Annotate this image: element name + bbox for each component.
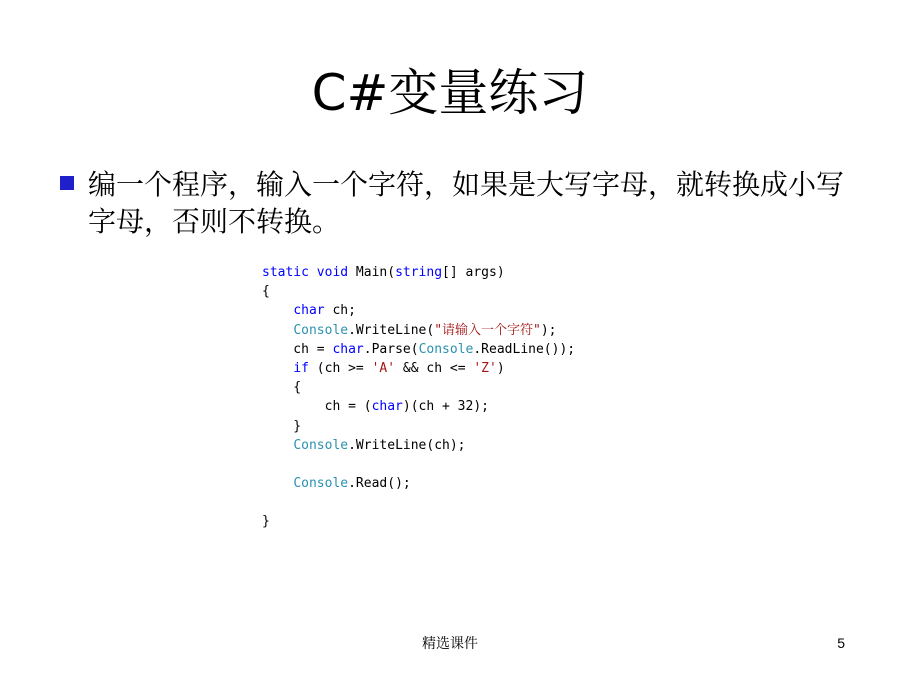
code-line bbox=[262, 282, 575, 301]
code-token: ) bbox=[496, 360, 505, 376]
code-token: .WriteLine(ch); bbox=[348, 437, 466, 453]
code-token: static void bbox=[262, 265, 356, 280]
code-token: string bbox=[395, 265, 443, 280]
code-token: "请输入一个字符" bbox=[434, 322, 541, 338]
code-token: (ch >= bbox=[308, 360, 372, 376]
code-token: { bbox=[262, 380, 302, 396]
code-line bbox=[262, 397, 575, 416]
code-line bbox=[262, 474, 575, 493]
code-token: } bbox=[262, 514, 270, 530]
code-token: Main( bbox=[355, 265, 396, 280]
code-token: [] args) bbox=[442, 265, 505, 280]
code-token: char bbox=[371, 399, 403, 415]
code-line bbox=[262, 512, 575, 531]
code-line bbox=[262, 493, 575, 512]
code-token: ); bbox=[540, 322, 557, 338]
code-token bbox=[262, 323, 293, 338]
code-token bbox=[262, 476, 293, 491]
code-line bbox=[262, 359, 575, 378]
slide-title: C#变量练习 bbox=[311, 64, 589, 122]
code-token: )(ch + 32); bbox=[402, 399, 489, 415]
code-line bbox=[262, 263, 575, 282]
code-line bbox=[262, 455, 575, 474]
code-token bbox=[262, 361, 293, 376]
code-token: ch = ( bbox=[262, 399, 372, 415]
square-bullet-icon bbox=[60, 176, 74, 190]
code-line bbox=[262, 301, 575, 320]
code-token: ch; bbox=[324, 303, 356, 319]
bullet-point bbox=[58, 166, 858, 240]
code-token bbox=[262, 303, 293, 318]
code-token: && ch <= bbox=[395, 360, 474, 376]
code-token: Console bbox=[293, 437, 349, 453]
code-token: 'A' bbox=[371, 360, 396, 376]
code-token: .Parse( bbox=[363, 341, 419, 357]
code-token: char bbox=[332, 341, 364, 357]
page-number: 5 bbox=[837, 635, 845, 651]
footer-text: 精选课件 bbox=[422, 636, 478, 652]
code-token: .ReadLine()); bbox=[473, 341, 576, 357]
code-token: .Read(); bbox=[348, 476, 411, 492]
code-token bbox=[262, 438, 293, 453]
code-line bbox=[262, 340, 575, 359]
code-token: 'Z' bbox=[473, 360, 497, 376]
code-line bbox=[262, 321, 575, 340]
code-line bbox=[262, 417, 575, 436]
code-token: .WriteLine( bbox=[348, 322, 435, 338]
code-line bbox=[262, 436, 575, 455]
code-token: Console bbox=[418, 341, 474, 357]
code-token: if bbox=[293, 360, 309, 376]
code-token: { bbox=[262, 284, 270, 300]
code-token: ch = bbox=[262, 341, 333, 357]
code-block bbox=[262, 263, 575, 532]
code-token: char bbox=[293, 303, 325, 319]
code-token: Console bbox=[293, 322, 349, 338]
code-token: } bbox=[262, 418, 302, 434]
code-token: Console bbox=[293, 476, 349, 492]
bullet-text: 编一个程序，输入一个字符，如果是大写字母，就转换成小写字母，否则不转换。 bbox=[88, 168, 845, 238]
code-line bbox=[262, 378, 575, 397]
